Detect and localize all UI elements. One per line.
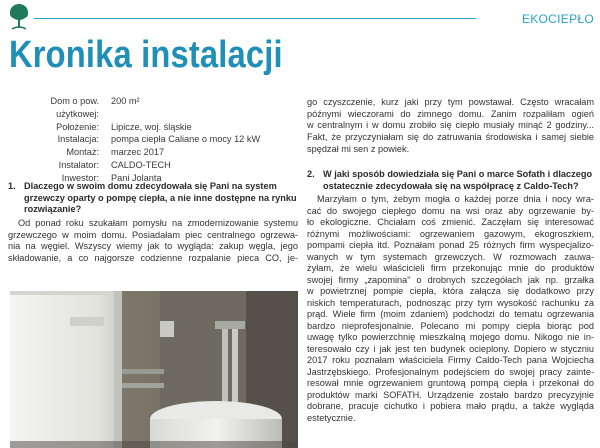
answer-line: w centralnym i w domu zrobiło się ciepło musiały minąć 2 godziny...	[307, 120, 594, 131]
info-value: marzec 2017	[111, 147, 165, 158]
answer-line: spędzał mi sen z powiek.	[307, 143, 410, 154]
info-label: Montaż:	[66, 147, 99, 158]
question-1	[8, 181, 298, 216]
answer-line: żyłam, że wielu właścicieli firm przekonując mnie do produktów	[307, 263, 594, 273]
answer-line: Od ponad roku szukałam pomysłu na zmodernizowanie systemu	[18, 218, 298, 228]
heat-pump-photo	[10, 291, 298, 448]
info-label: Instalacja:	[57, 134, 99, 145]
answer-line: pompami ciepła itd. Poznałam ponad 25 różnych firm wyspecjalizo-	[307, 240, 594, 250]
answer-line: późnymi wieczorami do zimnego domu. Zanim rozpaliłam ogień	[307, 108, 594, 119]
question-line: rozwiązanie?	[24, 204, 82, 215]
info-value: 200 m²	[111, 96, 140, 106]
installation-info-table	[12, 95, 298, 185]
answer-line: bardzo nieprofesjonalnie. Polecano mi pompy ciepła biorąc pod	[307, 320, 594, 331]
question-number: 2.	[307, 169, 315, 179]
answer-line: resował mnie ogrzewaniem gruntową pompą ciepła i przekonał do	[307, 378, 594, 388]
heat-pump-photo-image	[10, 291, 298, 448]
answer-2	[307, 194, 594, 424]
answer-line: wanych w tym systemach grzewczych. W rozmowach zauwa-	[307, 251, 594, 262]
answer-line: Marzyłam o tym, żebym mogła o każdej porze dnia i nocy wra-	[317, 194, 594, 204]
answer-line: uwagę tylko powierzchnię mieszkalną mojego domu. Nikogo nie in-	[307, 332, 594, 342]
answer-line: prąd. Wiele firm (moim zdaniem) podchodzi do tematu ogrzewania	[307, 309, 594, 319]
answer-line: estetycznie.	[307, 412, 356, 423]
info-row	[12, 133, 298, 146]
question-line: Dlaczego w swoim domu zdecydowała się Pani na system	[24, 181, 277, 191]
answer-line: różnymi możliwościami: ogrzewaniem gazowym, ekogroszkiem,	[307, 228, 594, 239]
answer-line: ło ekologiczne. Chciałam coś zmienić. Zaczęłam się interesować	[307, 217, 594, 227]
answer-1	[8, 218, 298, 265]
answer-line: 2017 roku poznałam właściciela Firmy Caldo-Tech pana Wojciecha	[307, 355, 594, 365]
answer-line: go czyszczenie, kurz jaki przy tym powstawał. Często wracałam	[307, 97, 594, 107]
answer-1-continued	[307, 97, 594, 156]
info-value: Lipicze, woj. śląskie	[111, 121, 192, 132]
question-number: 1.	[8, 181, 16, 191]
info-value: CALDO-TECH	[111, 159, 171, 170]
answer-line: grzewczego w moim domu. Posiadałam piec centralnego ogrzewa-	[8, 229, 298, 240]
info-label: Położenie:	[56, 121, 99, 132]
info-row	[12, 146, 298, 159]
info-row	[12, 121, 298, 134]
answer-line: w powietrznej pompie ciepła, która załącza się dodatkowo przy	[307, 286, 594, 296]
info-row	[12, 159, 298, 172]
answer-line: cać do swojego ciepłego domu na wsi oraz aby ogrzewanie by-	[307, 205, 594, 216]
answer-line: składowanie, a co najgorsze codzienne rozpalanie pieca CO, je-	[8, 253, 298, 264]
question-2	[307, 169, 594, 192]
answer-line: niskich temperaturach, podnosząc przy tym wysokość rachunku za	[307, 297, 594, 308]
answer-line: dobrane, pracuje cichutko i pobiera mało prądu, a także wygląda	[307, 401, 594, 411]
section-tag: EKOCIEPŁO	[521, 12, 594, 26]
answer-line: swojej firmy „zapomina" o drobnych szczegółach jak np. grzałka	[307, 274, 594, 285]
tree-logo-icon	[8, 3, 30, 31]
question-line: W jaki sposób dowiedziała się Pani o marce Sofath i dlaczego	[323, 169, 593, 179]
question-line: grzewczy oparty o pompę ciepła, a nie inne dostępne na rynku	[24, 192, 297, 203]
answer-line: teresowało czy i jak jest ten budynek ocieplony. Dopiero w styczniu	[307, 343, 594, 354]
info-label: Dom o pow. użytkowej:	[50, 96, 99, 119]
info-label: Instalator:	[58, 159, 99, 170]
answer-line: Jastrzębskiego. Profesjonalnym podejściem do swojej pracy zainte-	[307, 366, 594, 377]
answer-line: produktów marki SOFATH. Urządzenie zostało bardzo precyzyjnie	[307, 389, 594, 400]
answer-line: nia na węgiel. Wszyscy wiemy jak to wygląda: zakup węgla, jego	[8, 241, 298, 252]
question-line: ostatecznie zdecydowała się na współpracę z Caldo-Tech?	[323, 180, 579, 191]
info-value: pompa ciepła Caliane o mocy 12 kW	[111, 134, 261, 145]
info-value: Pani Jolanta	[111, 172, 162, 183]
info-label: Inwestor:	[61, 172, 99, 183]
page-title: Kronika instalacji	[9, 34, 283, 76]
info-row	[12, 95, 298, 121]
answer-line: Fakt, że przyczyniałam się do zatruwania środowiska i samej siebie	[307, 132, 594, 143]
header-rule	[34, 18, 476, 19]
